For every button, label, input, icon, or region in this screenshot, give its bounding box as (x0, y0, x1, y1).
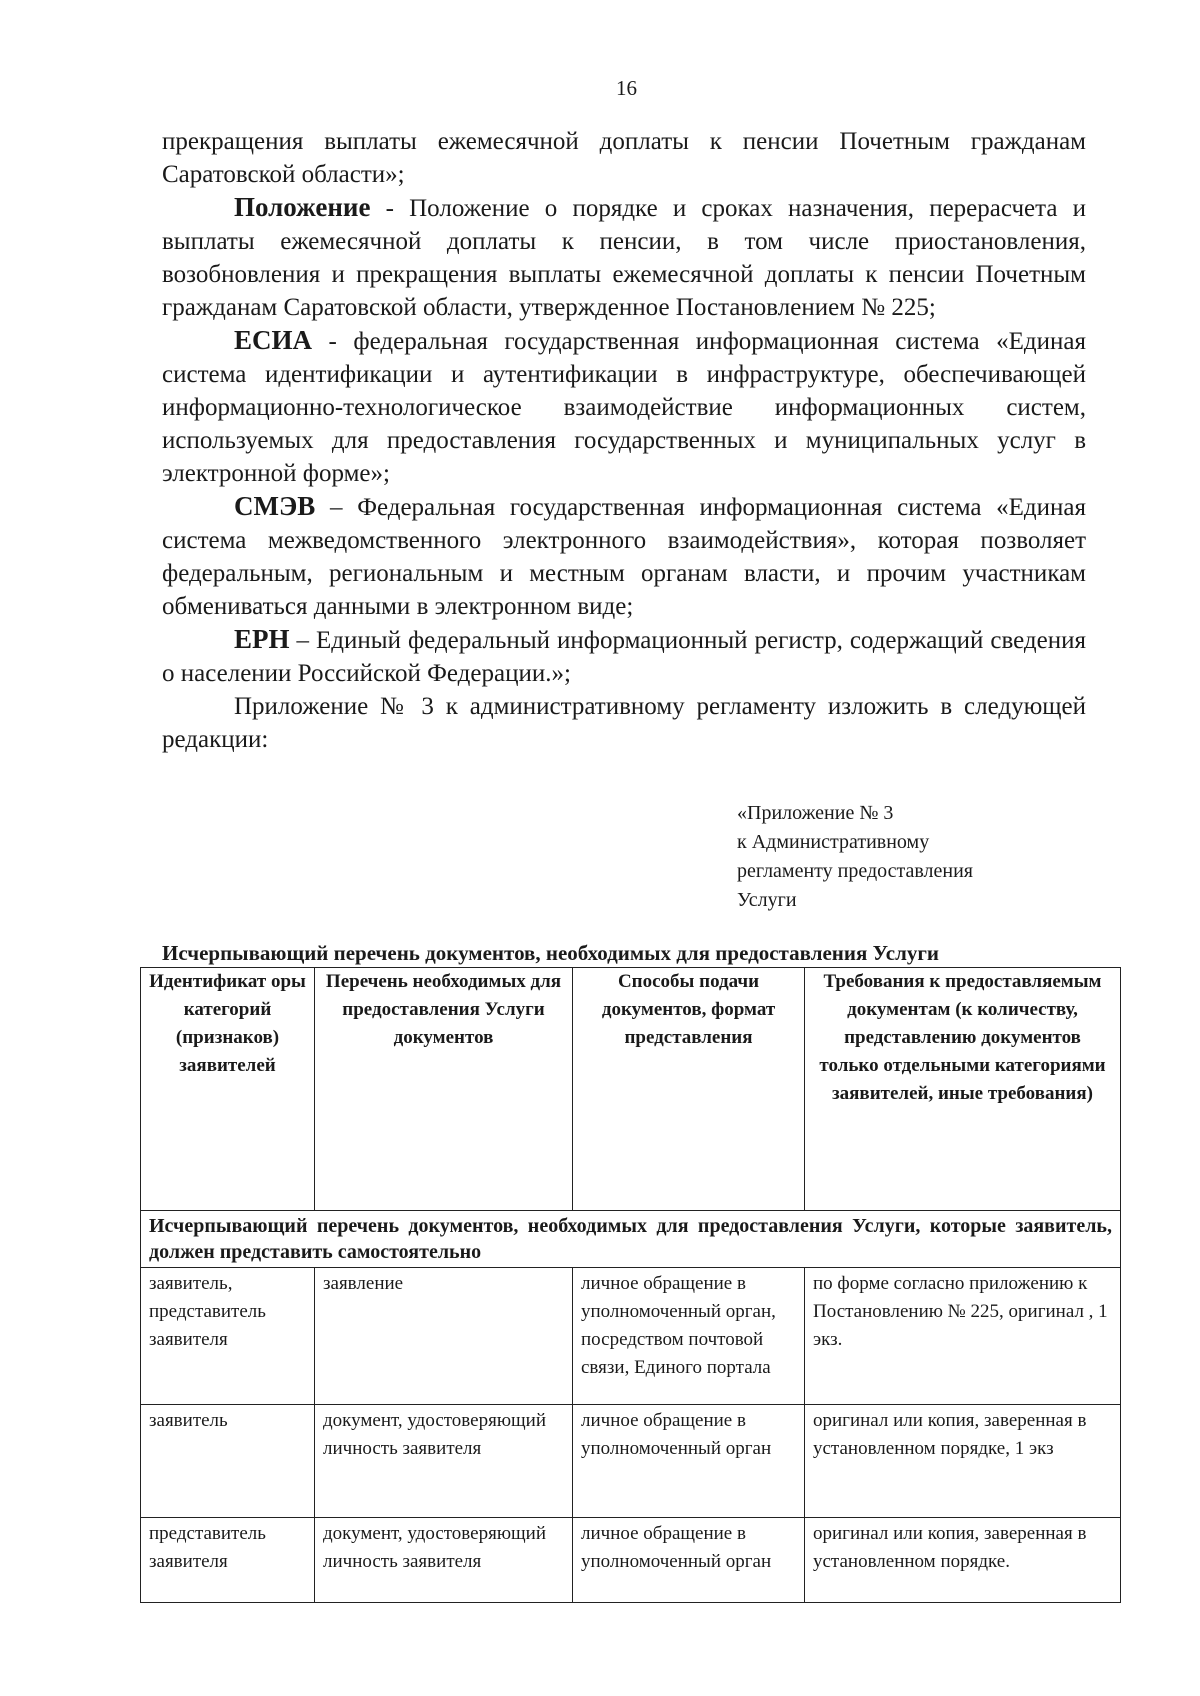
table-title: Исчерпывающий перечень документов, необходимых для предоставления Услуги (162, 941, 939, 965)
table-cell: по форме согласно приложению к Постановлению № 225, оригинал , 1 экз. (805, 1268, 1121, 1405)
defined-term: СМЭВ (234, 491, 316, 521)
table-subheading: Исчерпывающий перечень документов, необходимых для предоставления Услуги, которые заявитель, должен представить самостоятельно (141, 1211, 1121, 1268)
attachment-note-line: к Административному (737, 831, 930, 853)
table-cell: документ, удостоверяющий личность заявителя (315, 1518, 573, 1603)
table-row (141, 1518, 1121, 1603)
attachment-note-line: регламенту предоставления (737, 860, 974, 882)
paragraph-text: прекращения выплаты ежемесячной доплаты к пенсии Почетным гражданам Саратовской области»; (162, 128, 1086, 188)
attachment-note (737, 799, 1097, 915)
paragraph-text: Федеральная государственная информационная система «Единая система межведомственного электронного взаимодействия», которая позволяет федеральным, региональным и местным органам власти, и прочим участникам обмениваться данными в электронном виде; (162, 494, 1086, 620)
term-separator: – (315, 494, 358, 521)
table-header-row (141, 968, 1121, 1211)
attachment-note-line: «Приложение № 3 (737, 802, 894, 824)
paragraph-text: Приложение № 3 к административному регламенту изложить в следующей редакции: (162, 693, 1086, 753)
paragraph-attachment-instruction (162, 690, 1086, 756)
header-applicant-categories: Идентификат оры категорий (признаков) заявителей (141, 968, 315, 1211)
paragraph-text: Положение о порядке и сроках назначения, перерасчета и выплаты ежемесячной доплаты к пенсии, в том числе приостановления, возобновления и прекращения выплаты ежемесячной доплаты к пенсии Почетным гражданам Саратовской области, утвержденное Постановлением № 225; (162, 195, 1087, 321)
paragraph-ern (162, 623, 1086, 690)
table-cell: оригинал или копия, заверенная в установленном порядке, 1 экз (805, 1405, 1121, 1518)
paragraph-polozhenie (162, 191, 1086, 324)
paragraph-continuation (162, 125, 1086, 191)
table-cell: оригинал или копия, заверенная в установленном порядке. (805, 1518, 1121, 1603)
paragraph-esia (162, 324, 1086, 490)
header-submission-methods: Способы подачи документов, формат представления (573, 968, 805, 1211)
header-documents-list: Перечень необходимых для предоставления Услуги документов (315, 968, 573, 1211)
table-cell: заявление (315, 1268, 573, 1405)
table-cell: личное обращение в уполномоченный орган (573, 1405, 805, 1518)
documents-table (140, 967, 1121, 1603)
table-cell: заявитель, представитель заявителя (141, 1268, 315, 1405)
table-cell: представитель заявителя (141, 1518, 315, 1603)
body-text (162, 125, 1086, 756)
table-subheading-row (141, 1211, 1121, 1268)
paragraph-text: федеральная государственная информационная система «Единая система идентификации и аутентификации в инфраструктуре, обеспечивающей информационно-технологическое взаимодействие информационных систем, используемых для предоставления государственных и муниципальных услуг в электронной форме»; (162, 328, 1086, 487)
table-row (141, 1405, 1121, 1518)
term-separator: – (289, 627, 317, 654)
table-row (141, 1268, 1121, 1405)
table-cell: личное обращение в уполномоченный орган, посредством почтовой связи, Единого портала (573, 1268, 805, 1405)
attachment-note-line: Услуги (737, 889, 797, 911)
term-separator: - (370, 195, 410, 222)
table-cell: личное обращение в уполномоченный орган (573, 1518, 805, 1603)
paragraph-smev (162, 490, 1086, 623)
defined-term: ЕРН (234, 624, 290, 654)
table-cell: заявитель (141, 1405, 315, 1518)
defined-term: Положение (234, 192, 371, 222)
paragraph-text: Единый федеральный информационный регистр, содержащий сведения о населении Российской Федерации.»; (162, 627, 1087, 687)
header-document-requirements: Требования к предоставляемым документам (к количеству, представлению документов только отдельными категориями заявителей, иные требования) (805, 968, 1121, 1211)
term-separator: - (312, 328, 354, 355)
page-number: 16 (616, 76, 637, 100)
table-cell: документ, удостоверяющий личность заявителя (315, 1405, 573, 1518)
defined-term: ЕСИА (234, 325, 313, 355)
